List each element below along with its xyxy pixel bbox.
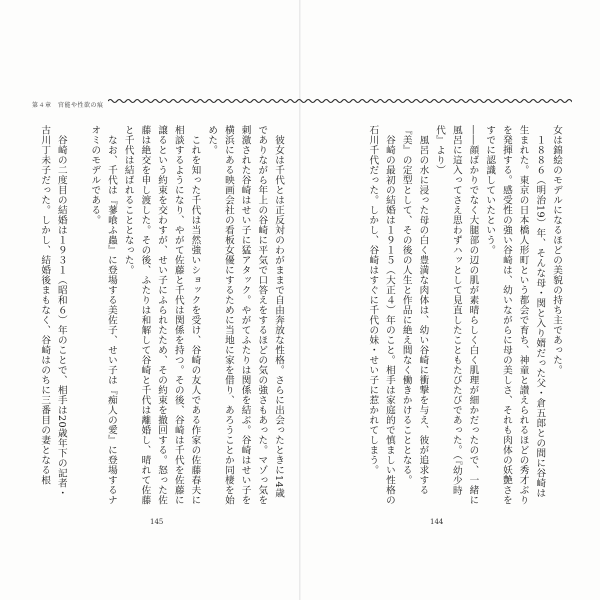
paragraph: １８８６（明治19）年、そんな母・関と入り婿だった父・倉五郎との間に谷崎は生まれた。東京の日本橋人形町という都会で育ち、神童と讃えられるほどの秀才ぶりを発揮する。感受性の強い谷崎は、幼いながらに母の美しさ、それも肉体の妖艶さをすでに認識していたという。 bbox=[484, 125, 546, 505]
paragraph: なお、千代は『蓼喰ふ蟲』に登場する美佐子、せい子は『痴人の愛』に登場するナオミのモデルである。 bbox=[89, 125, 117, 505]
paragraph: 谷崎の二度目の結婚は１９３１（昭和６）年のことで、相手は20歳年下の記者・古川丁未子だった。しかし、結婚後まもなく、谷崎はのちに三番目の妻となる根 bbox=[39, 125, 67, 498]
paragraph: 谷崎の最初の結婚は１９１５（大正４）年のこと。相手は家庭的で慎ましい性格の石川千代だった。しかし、谷崎はすぐに千代の妹・せい子に惹かれてしまう。 bbox=[367, 125, 395, 505]
paragraph: 女は錦絵のモデルになるほどの美貌の持ち主であった。 bbox=[551, 125, 562, 375]
page-gutter bbox=[299, 0, 301, 600]
paragraph: 彼女は千代とは正反対のわがままで自由奔放な性格。さらに出会ったときに14歳でありながら年上の谷崎に平気で口答えをするほどの気の強さもあった。マゾっ気を刺激された谷崎はせい子に猛アタック。やがてふたりは関係を結ぶ。谷崎はせい子を横浜にある映画会社の看板女優にするために当地に家を借り、あろうことか同棲を始めた。 bbox=[206, 125, 284, 505]
chapter-header: 第４章 官能や性欲の痕 bbox=[32, 102, 104, 109]
page-number-left: 145 bbox=[150, 518, 164, 526]
paragraph bbox=[69, 125, 86, 505]
page-number-right: 144 bbox=[430, 518, 444, 526]
paragraph: これを知った千代は当然強いショックを受け、谷崎の友人である作家の佐藤春夫に相談するようになり、やがて佐藤と千代は関係を持つ。その後、谷崎は千代を佐藤に譲るという約束を交わすが、せい子にふられたため、その約束を撤回する。怒った佐藤は絶交を申し渡した。その後、ふたりは和解して谷崎と千代は離婚し、晴れて佐藤と千代は結ばれることとなった。 bbox=[122, 125, 201, 505]
left-page-text bbox=[34, 125, 286, 505]
paragraph: 風呂の水に浸った母の白く豊満な肉体は、幼い谷崎に衝撃を与え、彼が追求する『美』の定型として、その後の人生と作品に絶え間なく働きかけることとなる。 bbox=[400, 125, 429, 495]
paragraph: ――顔ばかりでなく大腿部の辺の肌が素晴らしく白く肌理が細かだったので、一緒に風呂に這入ってさえ思わずハッとして見直したこともたびたびであった。（『幼少時代』より） bbox=[434, 125, 479, 505]
right-page-text bbox=[312, 125, 564, 505]
header-wave-rule bbox=[108, 96, 572, 106]
